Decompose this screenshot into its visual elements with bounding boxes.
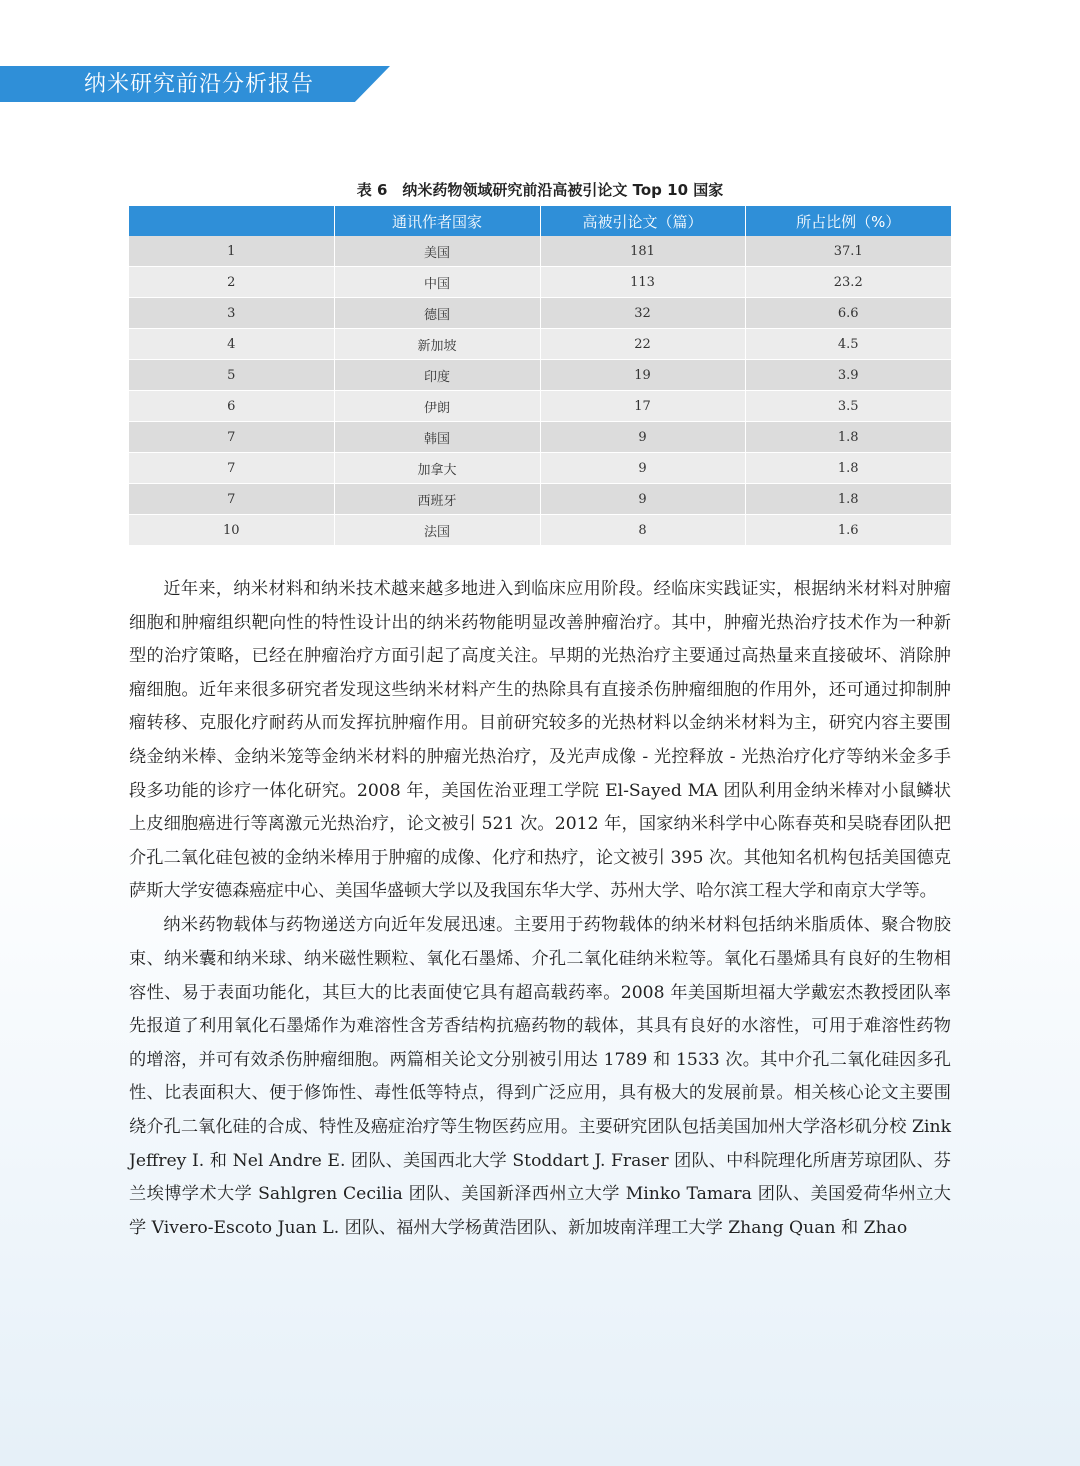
rank-cell: 7 [129,422,334,453]
country-cell: 韩国 [334,422,540,453]
percent-cell: 3.9 [745,360,951,391]
percent-cell: 6.6 [745,298,951,329]
percent-cell: 1.8 [745,453,951,484]
papers-cell: 17 [540,391,745,422]
table-row [129,360,951,391]
percent-cell: 4.5 [745,329,951,360]
rank-cell: 4 [129,329,334,360]
percent-cell: 1.8 [745,484,951,515]
percent-cell: 23.2 [745,267,951,298]
paragraph-photothermal: 近年来，纳米材料和纳米技术越来越多地进入到临床应用阶段。经临床实践证实，根据纳米材料对肿瘤细胞和肿瘤组织靶向性的特性设计出的纳米药物能明显改善肿瘤治疗。其中，肿瘤光热治疗技术作为一种新型的治疗策略，已经在肿瘤治疗方面引起了高度关注。早期的光热治疗主要通过高热量来直接破坏、消除肿瘤细胞。近年来很多研究者发现这些纳米材料产生的热除具有直接杀伤肿瘤细胞的作用外，还可通过抑制肿瘤转移、克服化疗耐药从而发挥抗肿瘤作用。目前研究较多的光热材料以金纳米材料为主，研究内容主要围绕金纳米棒、金纳米笼等金纳米材料的肿瘤光热治疗，及光声成像 - 光控释放 - 光热治疗化疗等纳米金多手段多功能的诊疗一体化研究。2008 年，美国佐治亚理工学院 El-Sayed MA 团队利用金纳米棒对小鼠鳞状上皮细胞癌进行等离激元光热治疗，论文被引 521 次。2012 年，国家纳米科学中心陈春英和吴晓春团队把介孔二氧化硅包被的金纳米棒用于肿瘤的成像、化疗和热疗，论文被引 395 次。其他知名机构包括美国德克萨斯大学安德森癌症中心、美国华盛顿大学以及我国东华大学、苏州大学、哈尔滨工程大学和南京大学等。 [129,579,951,902]
papers-cell: 9 [540,484,745,515]
rank-cell: 2 [129,267,334,298]
papers-cell: 32 [540,298,745,329]
column-header-country: 通讯作者国家 [334,206,540,236]
rank-cell: 7 [129,453,334,484]
papers-cell: 113 [540,267,745,298]
country-cell: 美国 [334,236,540,267]
table-caption: 表 6 纳米药物领域研究前沿高被引论文 Top 10 国家 [356,181,724,199]
rank-cell: 7 [129,484,334,515]
table-row [129,267,951,298]
country-cell: 加拿大 [334,453,540,484]
country-cell: 法国 [334,515,540,546]
papers-cell: 9 [540,453,745,484]
table-row [129,329,951,360]
table-row [129,391,951,422]
table-header-row [129,206,951,236]
paragraph-drug-delivery: 纳米药物载体与药物递送方向近年发展迅速。主要用于药物载体的纳米材料包括纳米脂质体、聚合物胶束、纳米囊和纳米球、纳米磁性颗粒、氧化石墨烯、介孔二氧化硅纳米粒等。氧化石墨烯具有良好的生物相容性、易于表面功能化，其巨大的比表面使它具有超高载药率。2008 年美国斯坦福大学戴宏杰教授团队率先报道了利用氧化石墨烯作为难溶性含芳香结构抗癌药物的载体，其具有良好的水溶性，可用于难溶性药物的增溶，并可有效杀伤肿瘤细胞。两篇相关论文分别被引用达 1789 和 1533 次。其中介孔二氧化硅因多孔性、比表面积大、便于修饰性、毒性低等特点，得到广泛应用，具有极大的发展前景。相关核心论文主要围绕介孔二氧化硅的合成、特性及癌症治疗等生物医药应用。主要研究团队包括美国加州大学洛杉矶分校 Zink Jeffrey I. 和 Nel Andre E. 团队、美国西北大学 Stoddart J. Fraser 团队、中科院理化所唐芳琼团队、芬兰埃博学术大学 Sahlgren Cecilia 团队、美国新泽西州立大学 Minko Tamara 团队、美国爱荷华州立大学 Vivero-Escoto Juan L. 团队、福州大学杨黄浩团队、新加坡南洋理工大学 Zhang Quan 和 Zhao [129,915,951,1238]
papers-cell: 22 [540,329,745,360]
country-cell: 印度 [334,360,540,391]
country-cell: 西班牙 [334,484,540,515]
papers-cell: 19 [540,360,745,391]
rank-cell: 1 [129,236,334,267]
percent-cell: 37.1 [745,236,951,267]
percent-cell: 1.8 [745,422,951,453]
country-cell: 新加坡 [334,329,540,360]
countries-table [129,206,951,546]
table-row [129,484,951,515]
country-cell: 中国 [334,267,540,298]
column-header-papers: 高被引论文（篇） [540,206,745,236]
column-header-percent: 所占比例（%） [745,206,951,236]
rank-cell: 10 [129,515,334,546]
body-text [129,573,951,1245]
percent-cell: 3.5 [745,391,951,422]
rank-cell: 6 [129,391,334,422]
papers-cell: 8 [540,515,745,546]
table-row [129,236,951,267]
rank-cell: 3 [129,298,334,329]
table-row [129,422,951,453]
rank-cell: 5 [129,360,334,391]
column-header-rank [129,206,334,236]
table-row [129,515,951,546]
papers-cell: 181 [540,236,745,267]
percent-cell: 1.6 [745,515,951,546]
report-title: 纳米研究前沿分析报告 [84,72,315,97]
country-cell: 伊朗 [334,391,540,422]
papers-cell: 9 [540,422,745,453]
country-cell: 德国 [334,298,540,329]
table-row [129,453,951,484]
table-row [129,298,951,329]
